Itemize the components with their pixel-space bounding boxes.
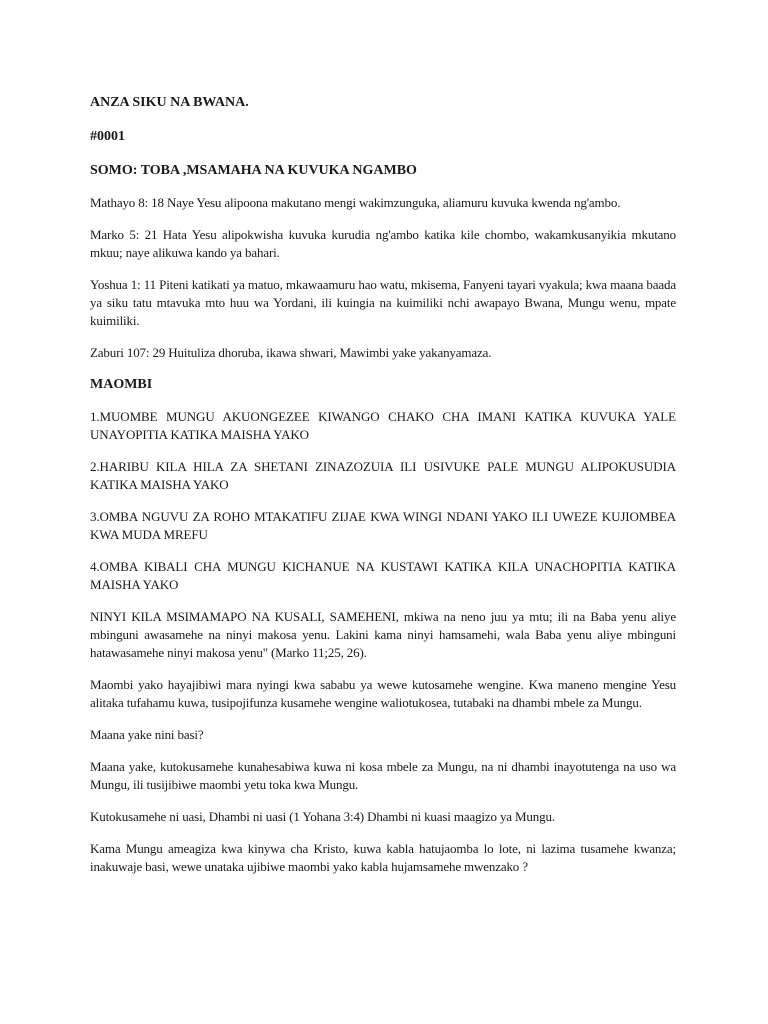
body-paragraph: Maana yake, kutokusamehe kunahesabiwa kuwa ni kosa mbele za Mungu, na ni dhambi inayotutenga na uso wa Mungu, ili tusijibiwe maombi yetu toka kwa Mungu. xyxy=(90,759,676,792)
body-paragraph: Maana yake nini basi? xyxy=(90,727,204,742)
body-paragraph: Kama Mungu ameagiza kwa kinywa cha Kristo, kuwa kabla hatujaomba lo lote, ni lazima tusamehe kwanza; inakuwaje basi, wewe unataka ujibiwe maombi yako kabla hujamsamehe mwenzako ? xyxy=(90,841,676,874)
prayers-heading: MAOMBI xyxy=(90,377,153,392)
lesson-topic: SOMO: TOBA ,MSAMAHA NA KUVUKA NGAMBO xyxy=(90,163,417,178)
document-page xyxy=(90,94,676,876)
prayer-item: 4.OMBA KIBALI CHA MUNGU KICHANUE NA KUSTAWI KATIKA KILA UNACHOPITIA KATIKA MAISHA YAKO xyxy=(90,559,676,592)
body-paragraph: Maombi yako hayajibiwi mara nyingi kwa sababu ya wewe kutosamehe wengine. Kwa maneno mengine Yesu alitaka tufahamu kuwa, tusipojifunza kusamehe wengine waliotukosea, tutabaki na dhambi mbele za Mungu. xyxy=(90,677,676,710)
prayer-item: 1.MUOMBE MUNGU AKUONGEZEE KIWANGO CHAKO CHA IMANI KATIKA KUVUKA YALE UNAYOPITIA KATIKA MAISHA YAKO xyxy=(90,409,676,442)
verse-paragraph: Mathayo 8: 18 Naye Yesu alipoona makutano mengi wakimzunguka, aliamuru kuvuka kwenda ng'ambo. xyxy=(90,195,621,210)
verse-paragraph: Yoshua 1: 11 Piteni katikati ya matuo, mkawaamuru hao watu, mkisema, Fanyeni tayari vyakula; kwa maana baada ya siku tatu mtavuka mto huu wa Yordani, ili kuingia na kuimiliki nchi awapayo Bwana, Mungu wenu, mpate kuimiliki. xyxy=(90,277,676,328)
verse-paragraph: Marko 5: 21 Hata Yesu alipokwisha kuvuka kurudia ng'ambo katika kile chombo, wakamkusanyikia mkutano mkuu; naye alikuwa kando ya bahari. xyxy=(90,227,676,260)
document-number: #0001 xyxy=(90,129,125,144)
body-paragraph: NINYI KILA MSIMAMAPO NA KUSALI, SAMEHENI, mkiwa na neno juu ya mtu; ili na Baba yenu aliye mbinguni awasamehe na ninyi makosa yenu. Lakini kama ninyi hamsamehi, wala Baba yenu aliye mbinguni hatawasamehe ninyi makosa yenu" (Marko 11;25, 26). xyxy=(90,609,676,660)
verse-paragraph: Zaburi 107: 29 Huituliza dhoruba, ikawa shwari, Mawimbi yake yakanyamaza. xyxy=(90,345,492,360)
body-paragraph: Kutokusamehe ni uasi, Dhambi ni uasi (1 Yohana 3:4) Dhambi ni kuasi maagizo ya Mungu. xyxy=(90,809,555,824)
prayer-item: 3.OMBA NGUVU ZA ROHO MTAKATIFU ZIJAE KWA WINGI NDANI YAKO ILI UWEZE KUJIOMBEA KWA MUDA MREFU xyxy=(90,509,676,542)
prayer-item: 2.HARIBU KILA HILA ZA SHETANI ZINAZOZUIA ILI USIVUKE PALE MUNGU ALIPOKUSUDIA KATIKA MAISHA YAKO xyxy=(90,459,676,492)
document-title: ANZA SIKU NA BWANA. xyxy=(90,95,249,110)
